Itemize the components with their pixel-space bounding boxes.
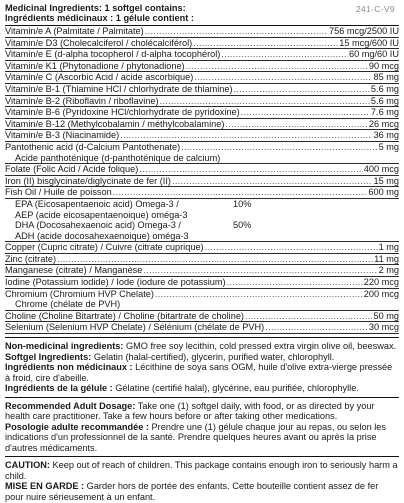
ingredient-amount: 50 mg (373, 310, 399, 321)
component-name: ADH (acide docosahexaenoique) oméga-3 (15, 230, 189, 241)
section-divider (5, 397, 399, 398)
ingredient-name: Vitamin/e E (d-alpha tocopherol / d-alpha tocophérol) (5, 49, 221, 60)
caution-en-label: CAUTION: (5, 460, 50, 471)
ingredient-row (5, 311, 399, 323)
ingredient-amount: 11 mg (374, 253, 399, 264)
ingredient-row (5, 61, 399, 73)
caution-fr-text: Garder hors de portée des enfants. Cette bouteille contient assez de fer pour nuire sérieusement à un enfant. (5, 481, 379, 502)
ingredient-name: Vitamin/e B-6 (Pyridoxine HCl/chlorhydrate de pyridoxine) (5, 107, 240, 118)
ingredient-row (5, 176, 399, 188)
dot-leader (155, 289, 363, 300)
dot-leader (120, 130, 372, 141)
ingredient-amount: 200 mcg (363, 288, 399, 299)
ingredient-row (5, 130, 399, 142)
nonmed-en-label: Non-medicinal ingredients: (5, 341, 124, 352)
ingredient-row (5, 142, 399, 153)
label-header (5, 3, 399, 24)
ingredient-name: Pantothenic acid (d-Calcium Pantothenate) (5, 141, 181, 152)
ingredient-row (5, 107, 399, 119)
ingredient-amount: 30 mcg (368, 322, 399, 333)
ingredient-name: Zinc (citrate) (5, 253, 57, 264)
dot-leader (205, 242, 378, 253)
dot-leader (181, 142, 377, 153)
component-percent: 50% (233, 220, 252, 231)
ingredient-row (5, 164, 399, 176)
section-divider (5, 337, 399, 338)
dot-leader (113, 187, 368, 198)
caution-fr-label: MISE EN GARDE : (5, 481, 85, 492)
ingredient-subname: Chrome (chélate de PVH) (5, 299, 399, 311)
ingredient-row (5, 26, 399, 38)
dot-leader (265, 322, 368, 333)
dot-leader (186, 61, 368, 72)
ingredient-amount: 600 mg (368, 187, 399, 198)
dot-leader (145, 26, 328, 37)
ingredient-amount: 5 mg (378, 141, 399, 152)
ingredient-amount: 26 mcg (368, 118, 399, 129)
ingredient-name: Vitamin/e K1 (Phytonadione / phytonadione) (5, 60, 185, 71)
ingredient-row (5, 49, 399, 61)
softgel-fr (5, 383, 399, 394)
fish-oil-component (5, 199, 399, 210)
caution-en (5, 460, 399, 481)
title-en: Medicinal Ingredients: 1 softgel contains: (5, 3, 186, 13)
ingredient-name: Vitamin/e B-3 (Niacinamide) (5, 130, 120, 141)
component-name: AEP (acide eicosapentaenoique) oméga-3 (15, 209, 188, 220)
dosage-en (5, 401, 399, 422)
nonmed-fr (5, 362, 399, 383)
fish-oil-component (5, 231, 399, 243)
ingredient-name: Vitamin/e B-1 (Thiamine HCl / chlorhydrate de thiamine) (5, 83, 233, 94)
ingredient-row (5, 289, 399, 300)
ingredient-row (5, 119, 399, 131)
ingredient-amount: 1 mg (378, 242, 399, 253)
fish-oil-component (5, 210, 399, 221)
component-name: DHA (Docosahexaenoic acid) Omega-3 / (15, 220, 181, 231)
caution-en-text: Keep out of reach of children. This package contains enough iron to seriously harm a child. (5, 460, 398, 481)
ingredient-name: Iron (II) bisglycinate/diglycinate de fer (II) (5, 175, 171, 186)
ingredient-name: Vitamin/e B-2 (Riboflavin / riboflavine) (5, 95, 159, 106)
fish-oil-breakdown (5, 199, 399, 242)
ingredient-amount: 756 mcg/2500 IU (329, 26, 399, 36)
dosage-en-text: Take one (1) softgel daily, with food, or as directed by your health care practitioner. Take a few hours before or after taking other medications. (5, 400, 375, 422)
ingredient-name: Fish Oil / Huile de poisson (5, 187, 112, 198)
dosage-fr-text: Prendre une (1) gélule chaque jour au repas, ou selon les indications d'un professionnel de la santé. Prendre quelques heures avant ou après la prise d'autres médicaments. (5, 421, 386, 453)
ingredient-name: Selenium (Selenium HVP Chelate) / Sélénium (chélate de PVH) (5, 322, 265, 333)
ingredient-row (5, 277, 399, 289)
ingredient-amount: 220 mcg (363, 277, 399, 288)
ingredient-row (5, 187, 399, 199)
ingredient-name: Vitamin/e D3 (Cholecalciferol / cholécalciférol) (5, 37, 193, 48)
ingredient-name: Vitamin/e A (Palmitate / Palmitate) (5, 26, 144, 36)
ingredient-name: Choline (Choline Bitartrate) / Choline (bitartrate de choline) (5, 310, 244, 321)
dot-leader (57, 254, 373, 265)
ingredient-amount: 400 mcg (363, 164, 399, 175)
ingredient-row (5, 254, 399, 266)
softgel-fr-text: Gélatine (certifié halal), glycérine, eau purifiée, chlorophylle. (112, 383, 359, 394)
ingredient-name: Vitamin/e B-12 (Methylcobalamin / méthylcobalamine) (5, 118, 225, 129)
ingredient-row (5, 265, 399, 277)
ingredient-amount: 15 mg (373, 175, 399, 186)
ingredient-row (5, 38, 399, 50)
section-divider (5, 456, 399, 457)
dot-leader (172, 176, 372, 187)
softgel-en-label: Softgel Ingredients: (5, 351, 92, 362)
dot-leader (143, 265, 377, 276)
dot-leader (234, 84, 370, 95)
ingredient-row (5, 72, 399, 84)
title-fr: Ingrédients médicinaux : 1 gélule contient : (5, 13, 194, 24)
component-name: EPA (Eicosapentaenoic acid) Omega-3 / (15, 198, 179, 209)
ingredient-table (5, 26, 399, 199)
ingredient-amount: 60 mg/60 IU (348, 49, 399, 60)
ingredient-amount: 2 mg (378, 265, 399, 276)
ingredient-amount: 7.6 mg (370, 107, 399, 118)
ingredient-row (5, 242, 399, 254)
ingredient-name: Chromium (Chromium HVP Chelate) (5, 288, 154, 299)
nonmed-en (5, 341, 399, 352)
dot-leader (241, 107, 370, 118)
mineral-table (5, 242, 399, 334)
dot-leader (221, 49, 348, 60)
component-percent: 10% (233, 198, 252, 209)
dosage-fr (5, 422, 399, 454)
ingredient-subname: Acide panthoténique (d-panthoténique de calcium) (5, 153, 399, 165)
softgel-fr-label: Ingrédients de la gélule : (5, 383, 113, 394)
ingredient-amount: 90 mcg (368, 60, 399, 71)
caution-section (5, 460, 399, 502)
dot-leader (194, 72, 372, 83)
dot-leader (245, 311, 372, 322)
softgel-en (5, 352, 399, 363)
nonmed-fr-label: Ingrédients non médicinaux : (5, 362, 133, 373)
dot-leader (193, 38, 338, 49)
dot-leader (160, 96, 370, 107)
fish-oil-component (5, 220, 399, 231)
ingredient-amount: 5.6 mg (370, 83, 399, 94)
ingredient-row (5, 84, 399, 96)
nonmedicinal-section (5, 341, 399, 394)
ingredient-amount: 15 mcg/600 IU (339, 37, 399, 48)
ingredient-amount: 5.6 mg (370, 95, 399, 106)
ingredient-name: Folate (Folic Acid / Acide folique) (5, 164, 139, 175)
dot-leader (139, 164, 362, 175)
caution-fr (5, 481, 399, 502)
product-code: 241-C-V9 (355, 4, 395, 14)
dot-leader (227, 277, 363, 288)
ingredient-name: Iodine (Potassium iodide) / Iode (iodure de potassium) (5, 277, 226, 288)
ingredient-amount: 85 mg (373, 72, 399, 83)
dosage-section (5, 401, 399, 454)
ingredient-name: Manganese (citrate) / Manganèse (5, 265, 143, 276)
ingredient-row (5, 322, 399, 334)
dosage-en-label: Recommended Adult Dosage: (5, 400, 136, 411)
nonmed-fr-text: Lécithine de soya sans OGM, huile d'olive extra-vierge pressée à froid, cire d'abeille. (5, 362, 393, 383)
softgel-en-text: Gelatin (halal-certified), glycerin, purified water, chlorophyll. (91, 351, 335, 362)
nonmed-en-text: GMO free soy lecithin, cold pressed extra virgin olive oil, beeswax. (123, 341, 397, 352)
ingredient-name: Copper (Cupric citrate) / Cuivre (citrate cuprique) (5, 242, 204, 253)
dosage-fr-label: Posologie adulte recommandée : (5, 421, 149, 432)
dot-leader (225, 119, 367, 130)
ingredient-amount: 36 mg (373, 130, 399, 141)
ingredient-name: Vitamin/e C (Ascorbic Acid / acide ascorbique) (5, 72, 194, 83)
ingredient-row (5, 96, 399, 108)
